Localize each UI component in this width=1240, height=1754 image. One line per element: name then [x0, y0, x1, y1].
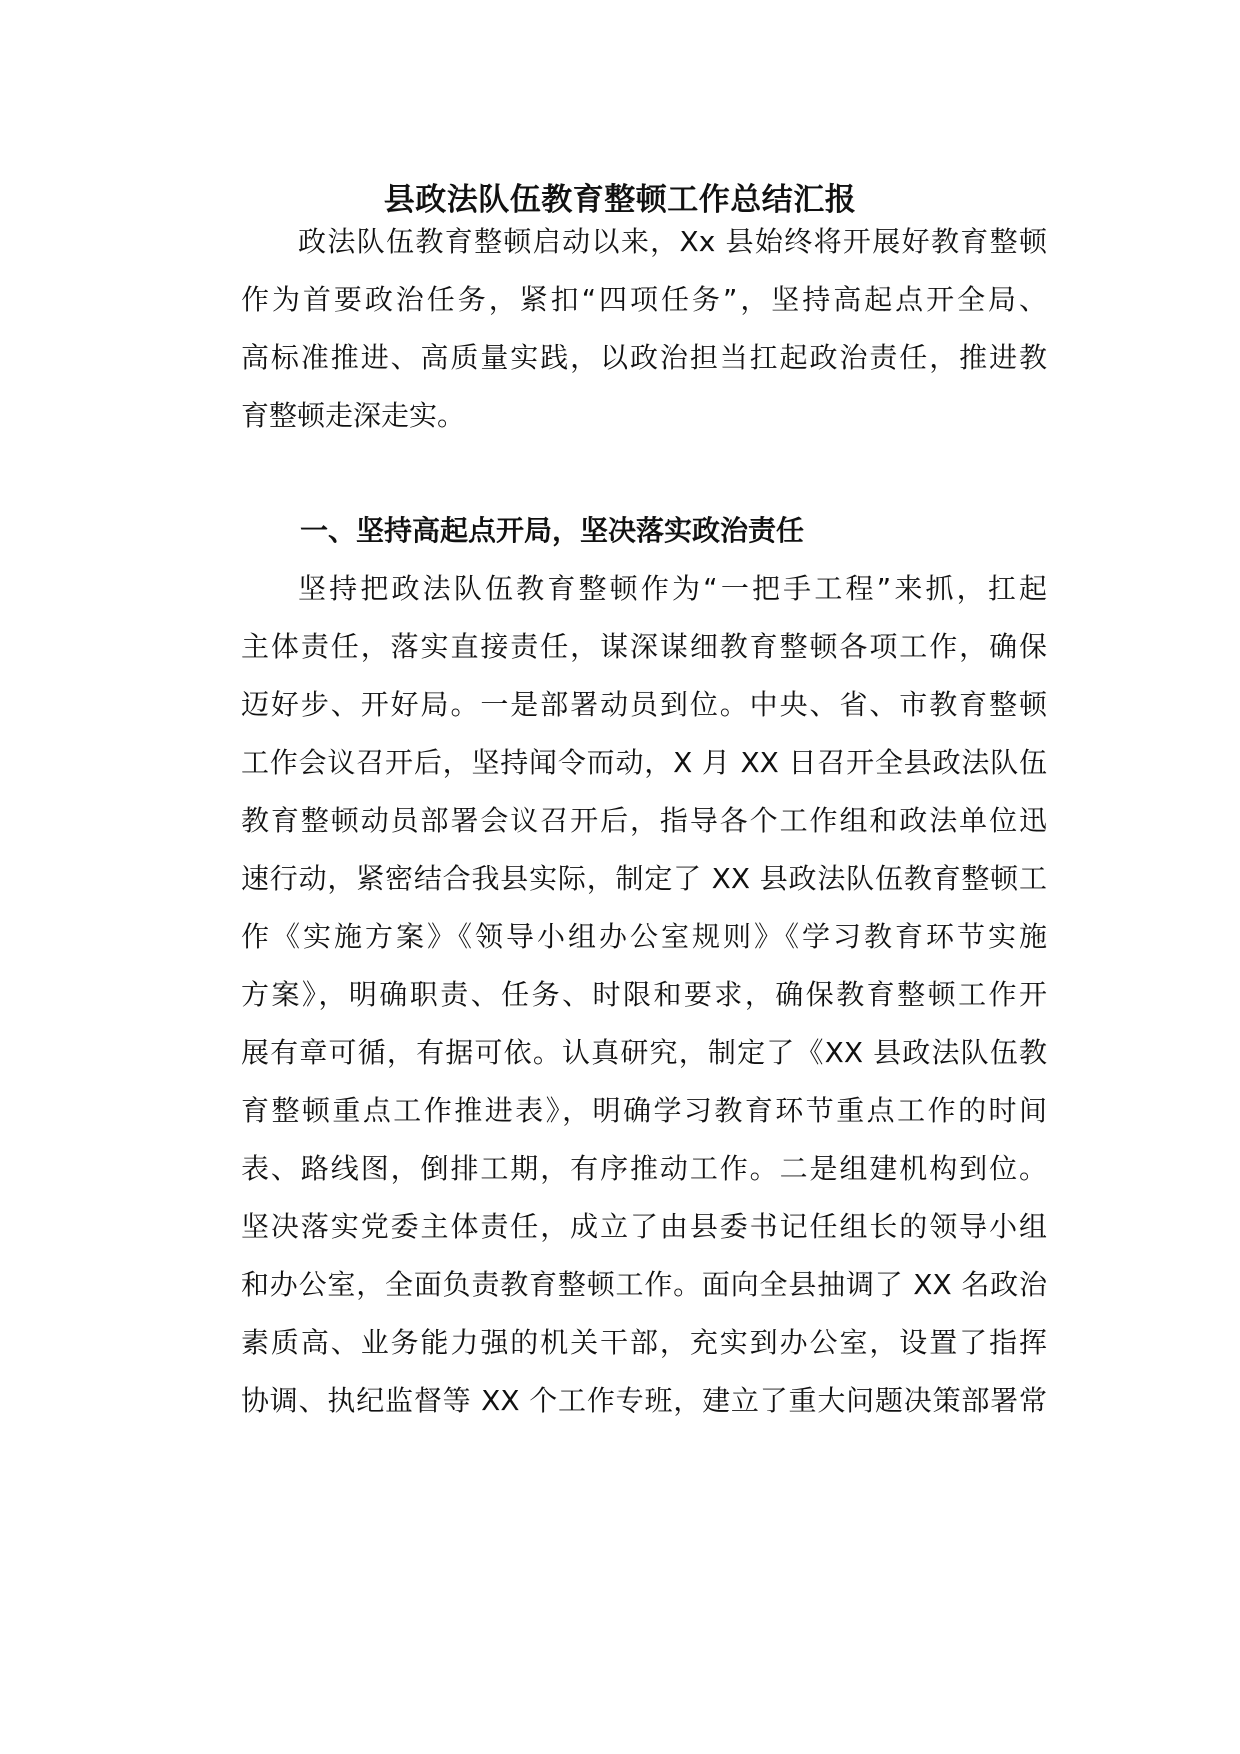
intro-line: 高标准推进、高质量实践，以政治担当扛起政治责任，推进教 [241, 341, 1047, 374]
section-line: 育整顿重点工作推进表》，明确学习教育环节重点工作的时间 [241, 1094, 1047, 1127]
section-line: 主体责任，落实直接责任，谋深谋细教育整顿各项工作，确保 [241, 630, 1047, 663]
intro-line: 政法队伍教育整顿启动以来，Xx 县始终将开展好教育整顿 [298, 225, 1047, 258]
section-line: 表、路线图，倒排工期，有序推动工作。二是组建机构到位。 [241, 1152, 1047, 1185]
section-line: 教育整顿动员部署会议召开后，指导各个工作组和政法单位迅 [241, 804, 1047, 837]
intro-line: 育整顿走深走实。 [241, 399, 466, 432]
section-line: 和办公室，全面负责教育整顿工作。面向全县抽调了 XX 名政治 [241, 1268, 1047, 1301]
section-line: 坚决落实党委主体责任，成立了由县委书记任组长的领导小组 [241, 1210, 1047, 1243]
section-line: 素质高、业务能力强的机关干部，充实到办公室，设置了指挥 [241, 1326, 1047, 1359]
document-title: 县政法队伍教育整顿工作总结汇报 [383, 182, 857, 218]
section-heading: 一、坚持高起点开局，坚决落实政治责任 [300, 514, 805, 547]
section-line: 坚持把政法队伍教育整顿作为“一把手工程”来抓，扛起 [298, 572, 1047, 605]
section-line: 展有章可循，有据可依。认真研究，制定了《XX 县政法队伍教 [241, 1036, 1047, 1069]
intro-line: 作为首要政治任务，紧扣“四项任务”，坚持高起点开全局、 [241, 283, 1047, 316]
section-line: 迈好步、开好局。一是部署动员到位。中央、省、市教育整顿 [241, 688, 1047, 721]
section-line: 工作会议召开后，坚持闻令而动，X 月 XX 日召开全县政法队伍 [241, 746, 1047, 779]
section-line: 协调、执纪监督等 XX 个工作专班，建立了重大问题决策部署常 [241, 1384, 1047, 1417]
section-line: 速行动，紧密结合我县实际，制定了 XX 县政法队伍教育整顿工 [241, 862, 1047, 895]
section-line: 作《实施方案》《领导小组办公室规则》《学习教育环节实施 [241, 920, 1047, 953]
section-line: 方案》，明确职责、任务、时限和要求，确保教育整顿工作开 [241, 978, 1047, 1011]
